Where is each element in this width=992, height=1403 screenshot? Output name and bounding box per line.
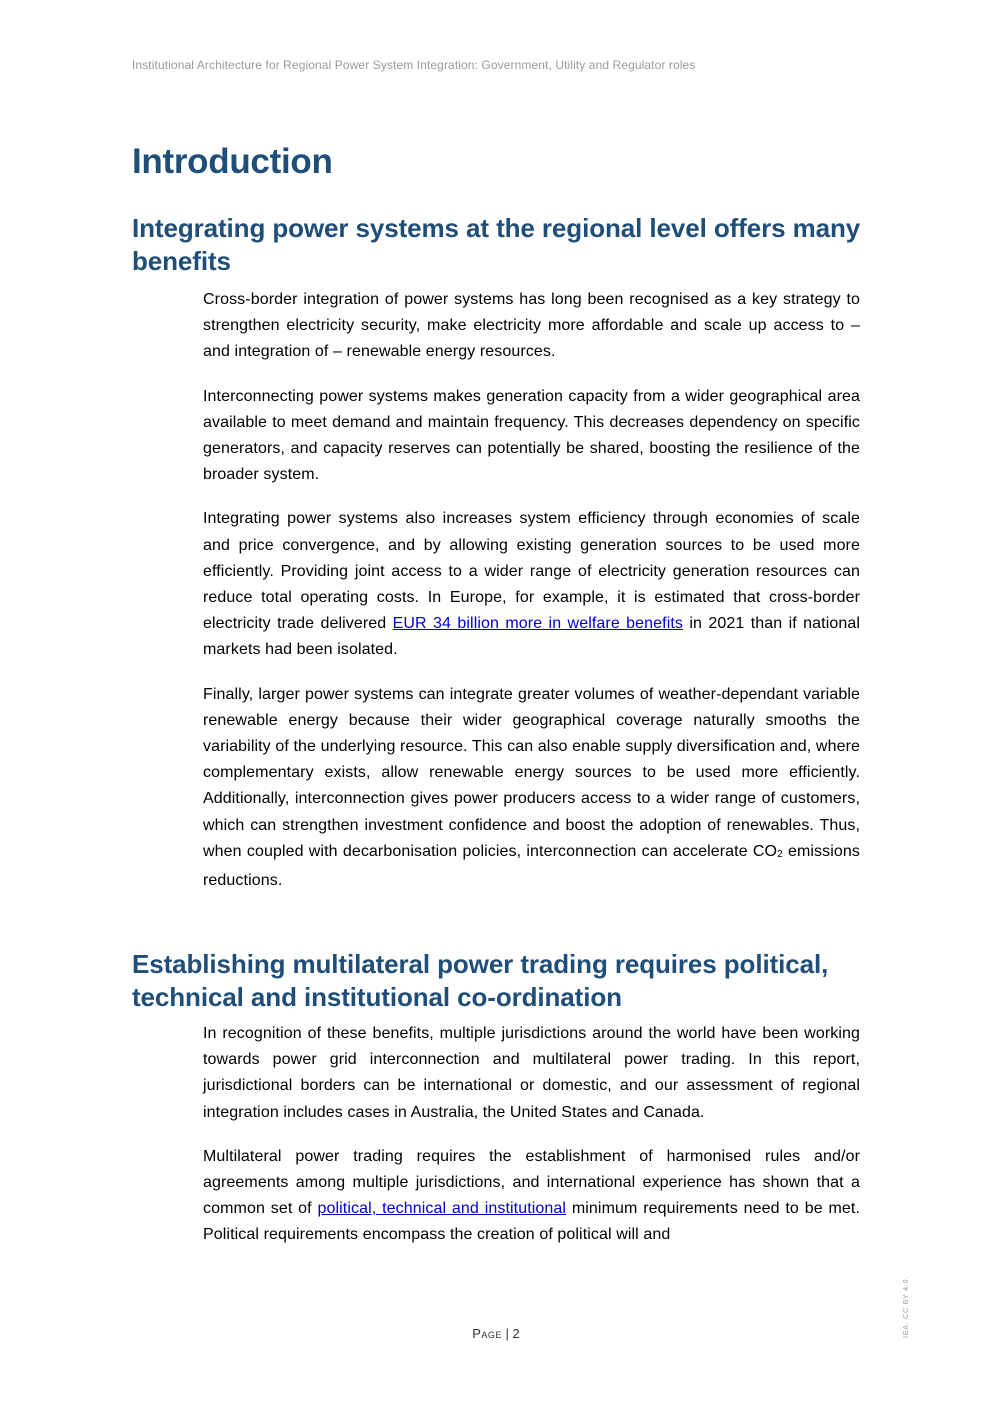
paragraph bbox=[203, 1144, 860, 1249]
running-header: Institutional Architecture for Regional Power System Integration: Government, Utility and Regulator roles bbox=[132, 58, 696, 72]
chapter-title: Introduction bbox=[132, 142, 333, 181]
paragraph: Interconnecting power systems makes generation capacity from a wider geographical area available to meet demand and maintain frequency. This decreases dependency on specific generators, and capacity reserves can potentially be shared, boosting the resilience of the broader system. bbox=[203, 387, 860, 484]
section-benefits-body bbox=[203, 287, 860, 912]
paragraph-text: Multilateral power trading requires the establishment of harmonised rules and/or agreements among multiple jurisdictions, and international experience has shown that a common set of bbox=[203, 1147, 860, 1218]
paragraph-text: Finally, larger power systems can integrate greater volumes of weather-dependant variable renewable energy because their wider geographical coverage naturally smooths the variability of the underlying resource. This can also enable supply diversification and, where complementary exists, allow renewable energy sources to be used more efficiently. Additionally, interconnection gives power producers access to a wider range of customers, which can strengthen investment confidence and boost the adoption of renewables. Thus, when coupled with decarbonisation policies, interconnection can accelerate CO bbox=[203, 685, 860, 860]
page-separator: | bbox=[501, 1326, 513, 1341]
section-multilateral-body bbox=[203, 1021, 860, 1267]
paragraph-text: emissions reductions. bbox=[203, 842, 861, 890]
paragraph bbox=[203, 682, 860, 895]
paragraph-text: Integrating power systems also increases system efficiency through economies of scale and price convergence, and by allowing existing generation sources to be used more efficiently. Providing joint access to a wider range of electricity generation resources can reduce total operating costs. In Europe, for example, it is estimated that cross-border electricity trade delivered bbox=[203, 510, 860, 633]
subscript-2: 2 bbox=[777, 848, 783, 860]
section-heading-benefits: Integrating power systems at the regional level offers many benefits bbox=[132, 213, 861, 276]
page-number-value: 2 bbox=[512, 1326, 520, 1341]
paragraph-text: in 2021 than if national markets had been isolated. bbox=[203, 615, 860, 659]
paragraph: In recognition of these benefits, multiple jurisdictions around the world have been working towards power grid interconnection and multilateral power trading. In this report, jurisdictional borders can be international or domestic, and our assessment of regional integration includes cases in Australia, the United States and Canada. bbox=[203, 1025, 860, 1121]
welfare-benefits-link[interactable]: EUR 34 billion more in welfare benefits bbox=[392, 615, 684, 633]
section-heading-multilateral-trading: Establishing multilateral power trading requires political, technical and institutional co-ordination bbox=[132, 949, 829, 1012]
paragraph bbox=[203, 506, 860, 663]
page-number bbox=[0, 1326, 992, 1341]
political-technical-institutional-link[interactable]: political, technical and institutional bbox=[317, 1200, 567, 1218]
page-label: Page bbox=[472, 1326, 502, 1341]
license-mark: IEA. CC BY 4.0. bbox=[903, 1275, 910, 1338]
paragraph-text: minimum requirements need to be met. Political requirements encompass the creation of political will and bbox=[203, 1200, 860, 1244]
paragraph: Cross-border integration of power systems has long been recognised as a key strategy to strengthen electricity security, make electricity more affordable and scale up access to – and integration of – renewable energy resources. bbox=[203, 291, 860, 361]
